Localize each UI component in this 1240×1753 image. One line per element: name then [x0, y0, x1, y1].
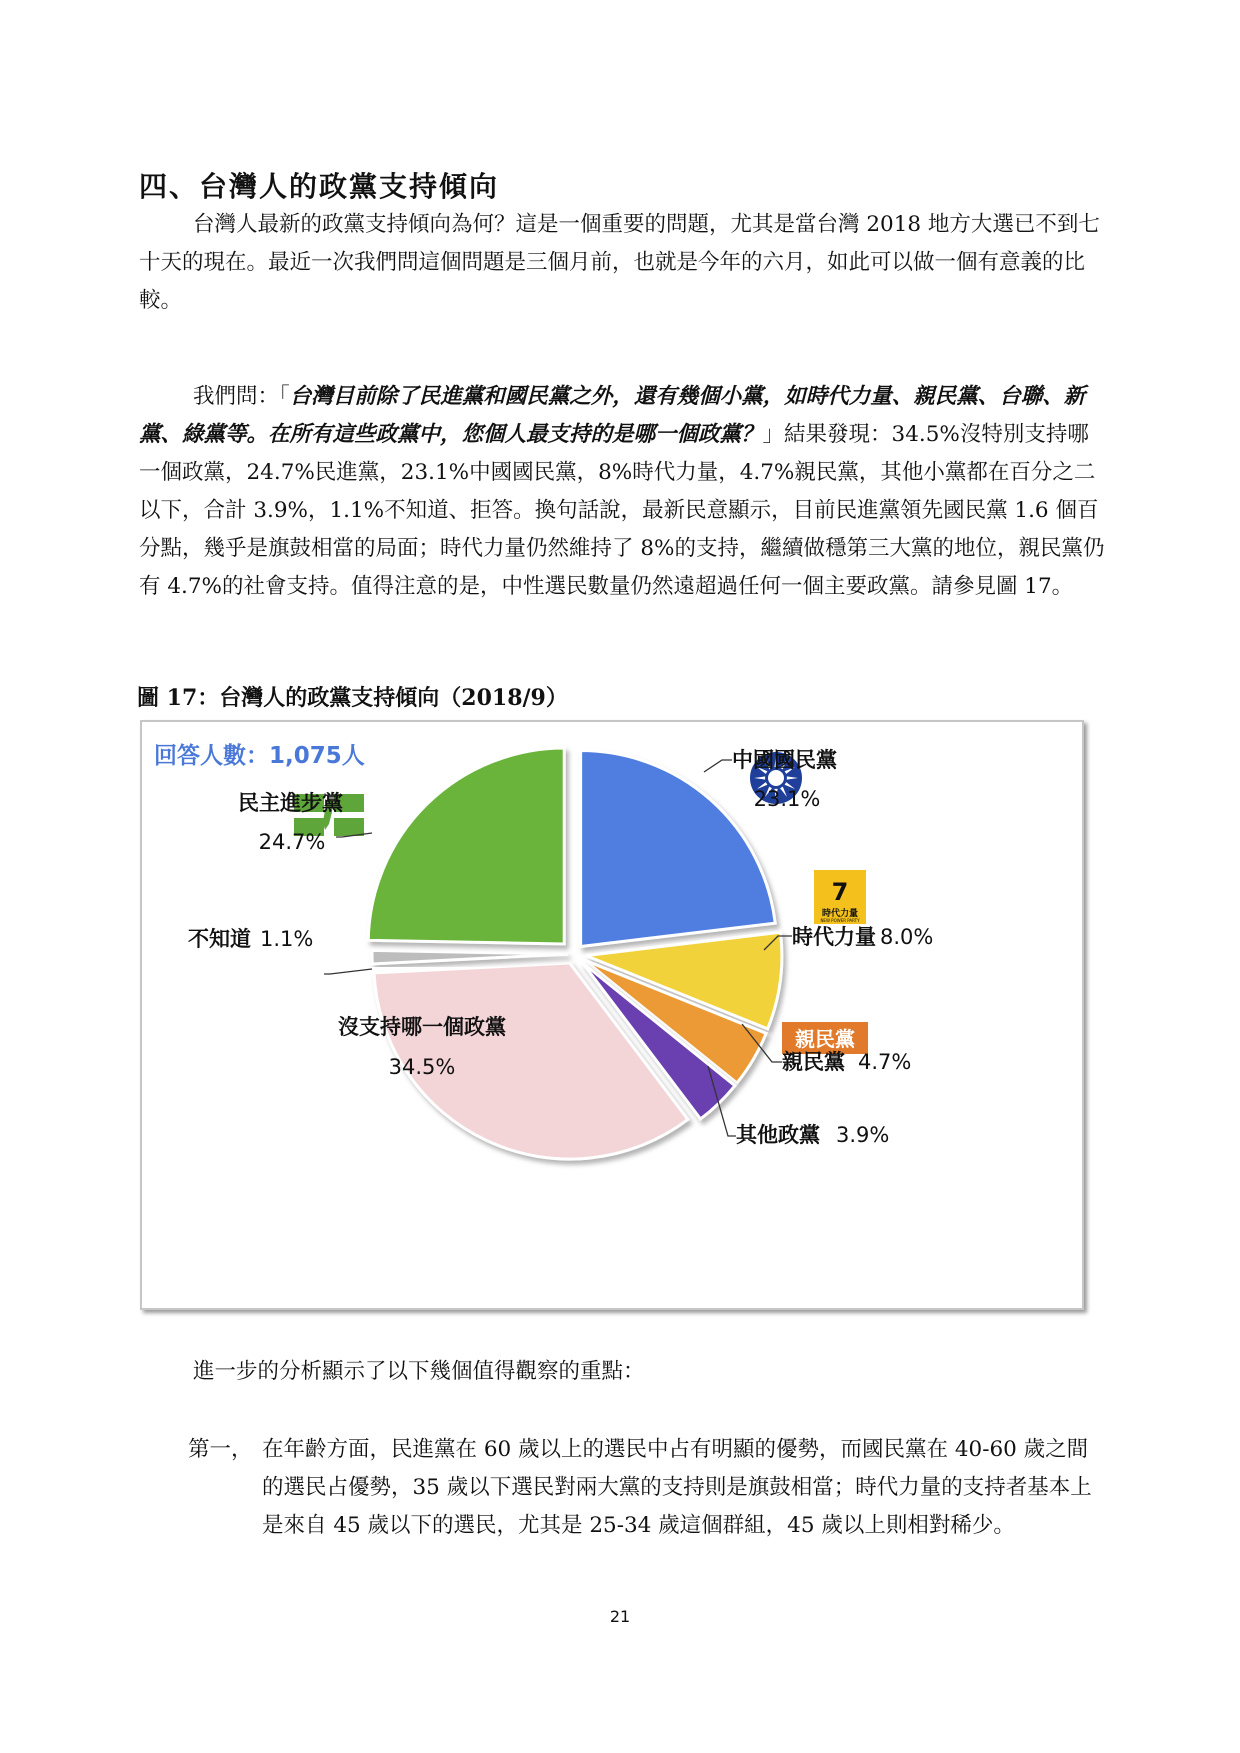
respondent-count: 回答人數：1,075人 — [154, 743, 365, 769]
question-prefix: 我們問：「 — [193, 384, 290, 409]
label-dontknow-name: 不知道 — [188, 927, 251, 951]
survey-question: 台灣目前除了民進黨和國民黨之外，還有幾個小黨，如時代力量、親民黨、台聯、新黨、綠黨等。在所有這些政黨中，您個人最支持的是哪一個政黨？ — [139, 384, 1086, 447]
label-other-value: 3.9% — [836, 1123, 890, 1147]
label-pfp-value: 4.7% — [858, 1050, 912, 1074]
svg-text:時代力量: 時代力量 — [821, 909, 859, 919]
page-number: 21 — [609, 1607, 631, 1626]
label-npp-name: 時代力量 — [792, 925, 876, 949]
pie-chart-frame — [140, 720, 1084, 1310]
svg-text:親民黨: 親民黨 — [795, 1027, 855, 1051]
label-pfp-name: 親民黨 — [782, 1050, 845, 1074]
label-none-value: 34.5% — [388, 1055, 456, 1079]
label-none-name: 沒支持哪一個政黨 — [338, 1015, 506, 1039]
npp-logo-icon — [814, 870, 866, 924]
point-1-lead: 第一， — [188, 1437, 253, 1462]
label-npp-value: 8.0% — [880, 925, 934, 949]
svg-text:NEW POWER PARTY: NEW POWER PARTY — [820, 918, 860, 923]
analysis-intro-text: 進一步的分析顯示了以下幾個值得觀察的重點： — [193, 1359, 645, 1384]
label-other-name: 其他政黨 — [736, 1123, 820, 1147]
pie-slice-dpp — [368, 748, 564, 944]
section-heading: 四、台灣人的政黨支持傾向 — [139, 170, 500, 203]
analysis-point-1 — [188, 1431, 1108, 1545]
label-dpp-value: 24.7% — [258, 830, 326, 854]
paragraph-intro — [139, 206, 1105, 320]
label-dpp-name: 民主進步黨 — [238, 791, 343, 815]
point-1-text: 在年齡方面，民進黨在 60 歲以上的選民中占有明顯的優勢，而國民黨在 40-60 歲之間的選民占優勢，35 歲以下選民對兩大黨的支持則是旗鼓相當；時代力量的支持者基本上是來自 45 歲以下的選民，尤其是 25-34 歲這個群組，45 歲以上則相對稀少。 — [262, 1437, 1092, 1538]
label-kmt-value: 23.1% — [753, 787, 821, 811]
paragraph-intro-text: 台灣人最新的政黨支持傾向為何？這是一個重要的問題，尤其是當台灣 2018 地方大選已不到七十天的現在。最近一次我們問這個問題是三個月前，也就是今年的六月，如此可以做一個有意義的比較。 — [139, 212, 1100, 313]
paragraph-survey-result — [139, 378, 1105, 606]
paragraph-analysis-intro — [139, 1353, 1105, 1391]
pie-chart — [142, 722, 1082, 1308]
svg-text:7: 7 — [831, 878, 849, 906]
label-dontknow-value: 1.1% — [260, 927, 314, 951]
figure-caption: 圖 17：台灣人的政黨支持傾向（2018/9） — [137, 685, 568, 711]
pie-slice-kmt — [581, 751, 776, 947]
label-kmt-name: 中國國民黨 — [732, 748, 837, 772]
pie-slice-dontknow — [372, 950, 568, 964]
result-text: 」結果發現：34.5%沒特別支持哪一個政黨，24.7%民進黨，23.1%中國國民黨，8%時代力量，4.7%親民黨，其他小黨都在百分之二以下，合計 3.9%，1.1%不知道、拒答。換句話說，最新民意顯示，目前民進黨領先國民黨 1.6 個百分點，幾乎是旗鼓相當的局面；時代力量仍然維持了 8%的支持，繼續做穩第三大黨的地位，親民黨仍有 4.7%的社會支持。值得注意的是，中性選民數量仍然遠超過任何一個主要政黨。請參見圖 17。 — [139, 422, 1105, 599]
